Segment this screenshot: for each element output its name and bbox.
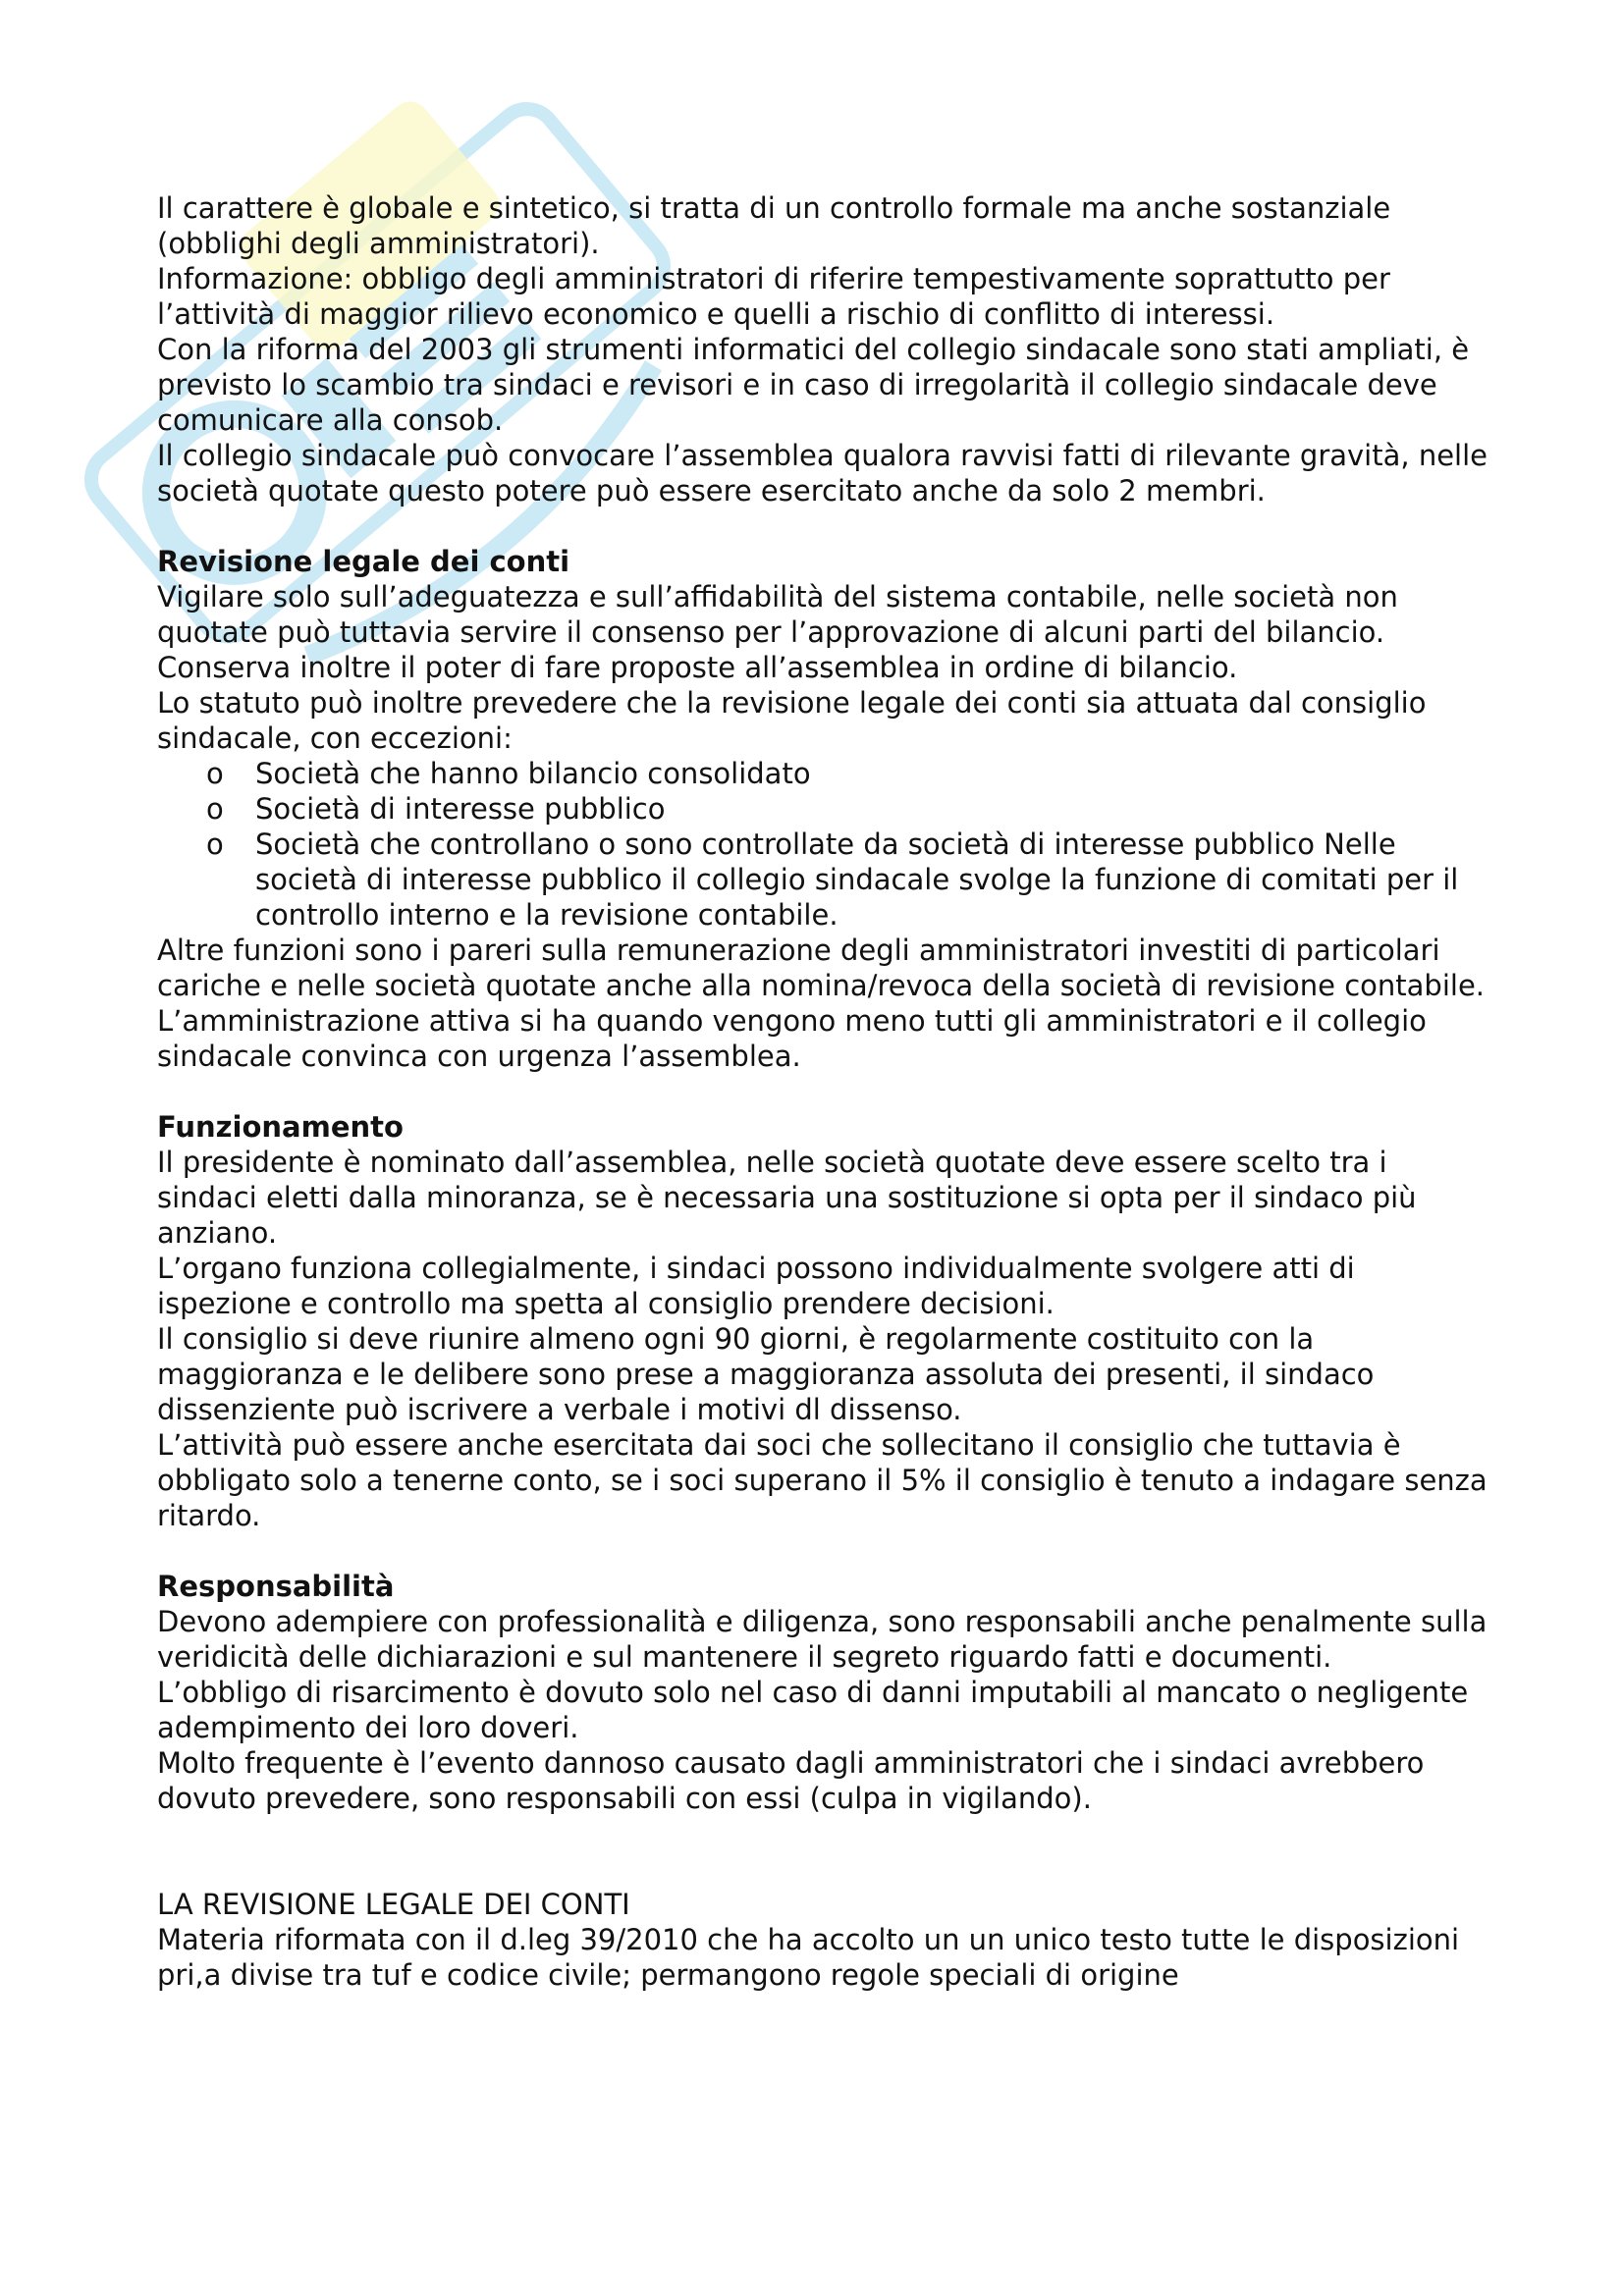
section-heading: Responsabilità — [157, 1570, 395, 1603]
paragraph: Il presidente è nominato dall’assemblea, nelle società quotate deve essere scelto tra i sindaci eletti dalla minoranza, se è necessaria una sostituzione si opta per il sindaco più anziano. — [157, 1146, 1417, 1250]
paragraph: L’attività può essere anche esercitata dai soci che sollecitano il consiglio che tuttavia è obbligato solo a tenerne conto, se i soci superano il 5% il consiglio è tenuto a indagare senza ritardo. — [157, 1428, 1488, 1532]
list-item — [206, 756, 1492, 791]
paragraph: Altre funzioni sono i pareri sulla remunerazione degli amministratori investiti di particolari cariche e nelle società quotate anche alla nomina/revoca della società di revisione contabile. — [157, 934, 1485, 1002]
list-item — [206, 827, 1492, 933]
paragraph: Con la riforma del 2003 gli strumenti informatici del collegio sindacale sono stati ampliati, è previsto lo scambio tra sindaci e revisori e in caso di irregolarità il collegio sindacale deve comunicare alla consob. — [157, 333, 1470, 437]
bullet-icon: o — [206, 828, 224, 861]
exceptions-list — [157, 756, 1492, 933]
paragraph: Materia riformata con il d.leg 39/2010 che ha accolto un un unico testo tutte le disposizioni pri,a divise tra tuf e codice civile; permangono regole speciali di origine — [157, 1923, 1460, 1992]
paragraph: Conserva inoltre il poter di fare proposte all’assemblea in ordine di bilancio. — [157, 651, 1238, 684]
funzionamento-section — [157, 1109, 1492, 1533]
document-body — [157, 190, 1492, 1993]
paragraph: L’obbligo di risarcimento è dovuto solo nel caso di danni imputabili al mancato o negligente adempimento dei loro doveri. — [157, 1676, 1469, 1744]
revisione-legale-section — [157, 1887, 1492, 1993]
paragraph: L’organo funziona collegialmente, i sindaci possono individualmente svolgere atti di ispezione e controllo ma spetta al consiglio prendere decisioni. — [157, 1252, 1355, 1320]
section-heading: LA REVISIONE LEGALE DEI CONTI — [157, 1888, 630, 1921]
intro-section — [157, 190, 1492, 508]
list-item-text: Società che hanno bilancio consolidato — [255, 757, 811, 790]
bullet-icon: o — [206, 792, 224, 826]
list-item-text: Società che controllano o sono controllate da società di interesse pubblico Nelle società di interesse pubblico il collegio sindacale svolge la funzione di comitati per il controllo interno e la revisione contabile. — [255, 828, 1459, 932]
paragraph: Il consiglio si deve riunire almeno ogni 90 giorni, è regolarmente costituito con la maggioranza e le delibere sono prese a maggioranza assoluta dei presenti, il sindaco dissenziente può iscrivere a verbale i motivi dl dissenso. — [157, 1322, 1375, 1426]
bullet-icon: o — [206, 757, 224, 790]
section-heading: Funzionamento — [157, 1110, 404, 1144]
revisione-section — [157, 544, 1492, 1074]
paragraph: Devono adempiere con professionalità e diligenza, sono responsabili anche penalmente sulla veridicità delle dichiarazioni e sul mantenere il segreto riguardo fatti e documenti. — [157, 1605, 1488, 1674]
paragraph: Vigilare solo sull’adeguatezza e sull’affidabilità del sistema contabile, nelle società non quotate può tuttavia servire il consenso per l’approvazione di alcuni parti del bilancio. — [157, 580, 1398, 649]
paragraph: L’amministrazione attiva si ha quando vengono meno tutti gli amministratori e il collegio sindacale convinca con urgenza l’assemblea. — [157, 1004, 1427, 1073]
list-item-text: Società di interesse pubblico — [255, 792, 666, 826]
paragraph: Il collegio sindacale può convocare l’assemblea qualora ravvisi fatti di rilevante gravità, nelle società quotate questo potere può essere esercitato anche da solo 2 membri. — [157, 439, 1488, 507]
section-heading: Revisione legale dei conti — [157, 545, 570, 578]
paragraph: Molto frequente è l’evento dannoso causato dagli amministratori che i sindaci avrebbero dovuto prevedere, sono responsabili con essi (culpa in vigilando). — [157, 1746, 1425, 1815]
responsabilita-section — [157, 1569, 1492, 1816]
paragraph: Il carattere è globale e sintetico, si tratta di un controllo formale ma anche sostanziale (obblighi degli amministratori). — [157, 191, 1391, 260]
paragraph: Lo statuto può inoltre prevedere che la revisione legale dei conti sia attuata dal consiglio sindacale, con eccezioni: — [157, 686, 1427, 755]
list-item — [206, 791, 1492, 827]
paragraph: Informazione: obbligo degli amministratori di riferire tempestivamente soprattutto per l’attività di maggior rilievo economico e quelli a rischio di conflitto di interessi. — [157, 262, 1390, 331]
